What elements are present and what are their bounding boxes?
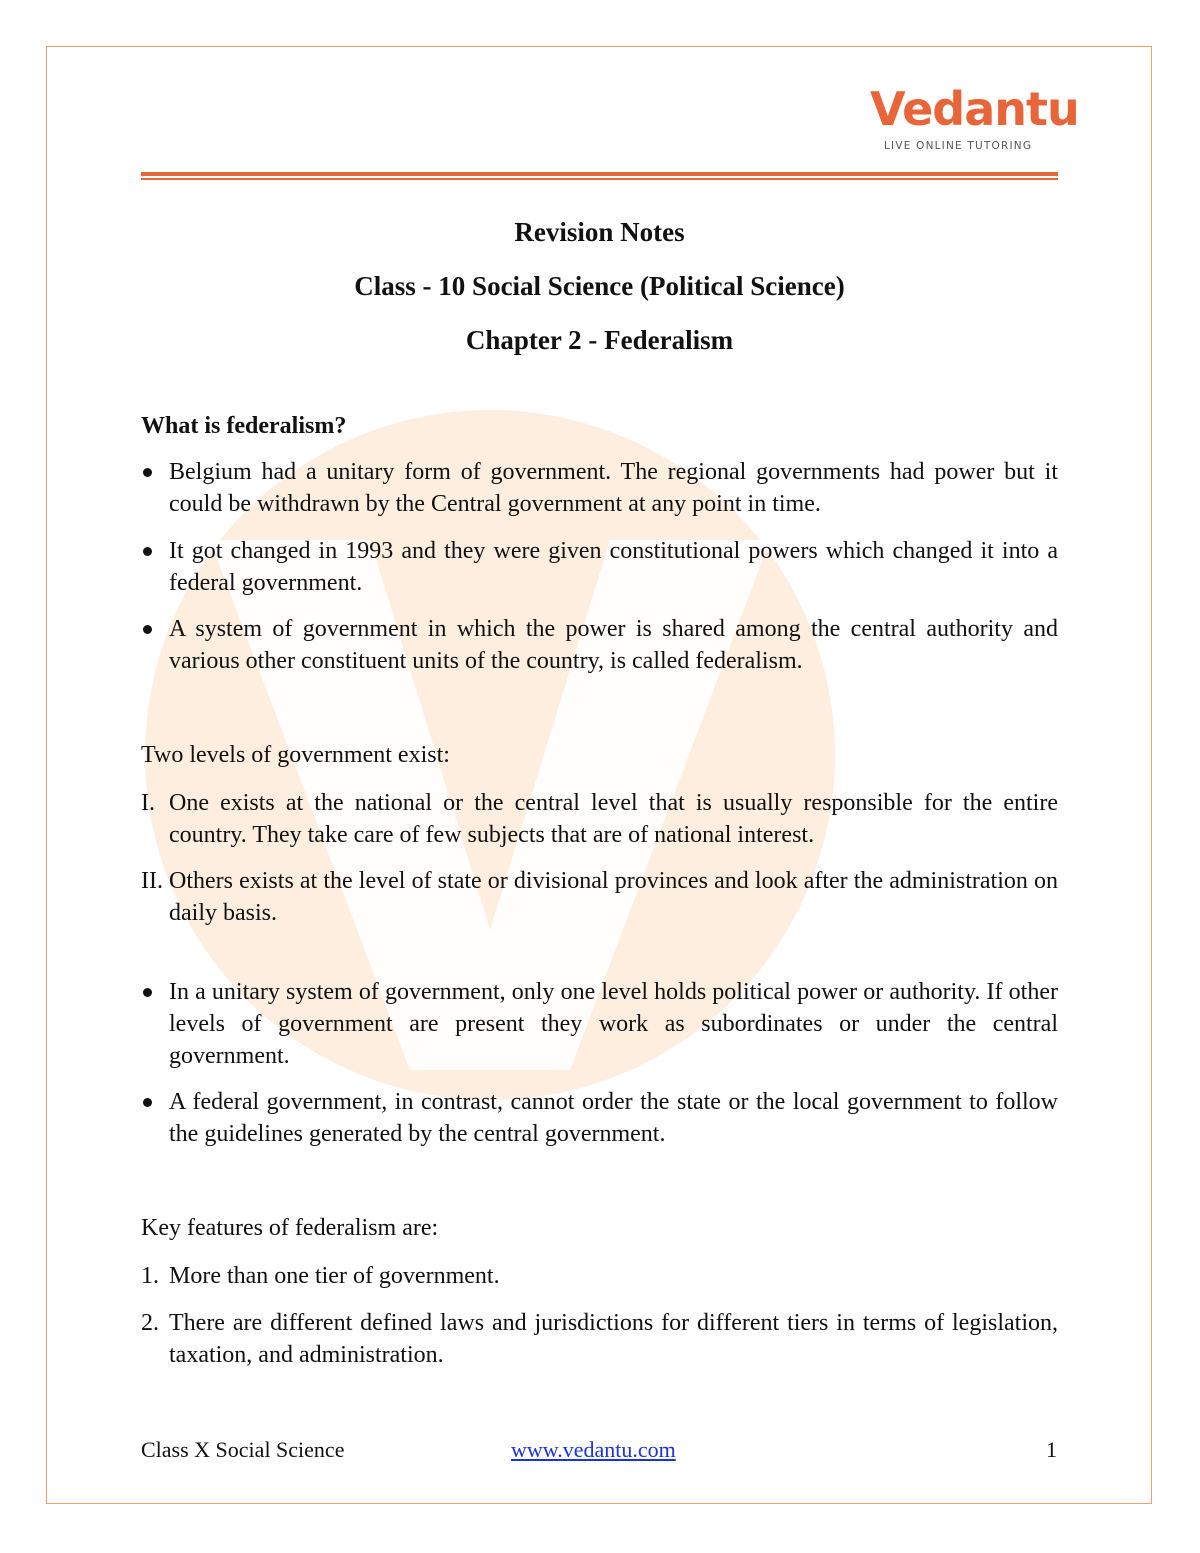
list-text: One exists at the national or the central level that is usually responsible for the entire country. They take care of few subjects that are of national interest. [169, 790, 1058, 848]
bullet-text: A federal government, in contrast, cannot order the state or the local government to follow the guidelines generated by the central government. [169, 1089, 1058, 1147]
list-text: Others exists at the level of state or divisional provinces and look after the administration on daily basis. [169, 868, 1058, 926]
paragraph: Key features of federalism are: [141, 1215, 439, 1241]
list-marker: 1. [141, 1263, 159, 1289]
list-marker: II. [141, 868, 163, 894]
bullet-text: It got changed in 1993 and they were given constitutional powers which changed it into a federal government. [169, 538, 1058, 596]
list-text: More than one tier of government. [169, 1263, 500, 1289]
header-rule-thin [141, 178, 1058, 180]
list-marker: 2. [141, 1310, 159, 1336]
footer-class-label: Class X Social Science [141, 1437, 345, 1462]
logo-tagline: LIVE ONLINE TUTORING [884, 140, 1033, 152]
header-rule [141, 172, 1058, 176]
doc-title: Revision Notes [514, 217, 685, 247]
list-text: There are different defined laws and jurisdictions for different tiers in terms of legislation, taxation, and administration. [169, 1310, 1058, 1368]
bullet-text: In a unitary system of government, only one level holds political power or authority. If other levels of government are present they work as subordinates or under the central government. [169, 979, 1058, 1069]
bullet-dot [143, 1098, 152, 1107]
bullet-text: Belgium had a unitary form of government. The regional governments had power but it could be withdrawn by the Central government at any point in time. [169, 459, 1058, 517]
logo-wordmark: Vedantu [870, 82, 1079, 136]
list-marker: I. [141, 790, 155, 816]
paragraph: Two levels of government exist: [141, 742, 450, 768]
bullet-text: A system of government in which the power is shared among the central authority and various other constituent units of the country, is called federalism. [169, 616, 1058, 674]
section-heading: What is federalism? [141, 413, 347, 439]
class-title: Class - 10 Social Science (Political Science) [354, 271, 845, 301]
bullet-dot [143, 625, 152, 634]
chapter-title: Chapter 2 - Federalism [465, 325, 734, 355]
bullet-dot [143, 547, 152, 556]
bullet-dot [143, 988, 152, 997]
footer-website-link[interactable]: www.vedantu.com [511, 1437, 676, 1462]
page-number: 1 [1046, 1437, 1057, 1462]
bullet-dot [143, 468, 152, 477]
